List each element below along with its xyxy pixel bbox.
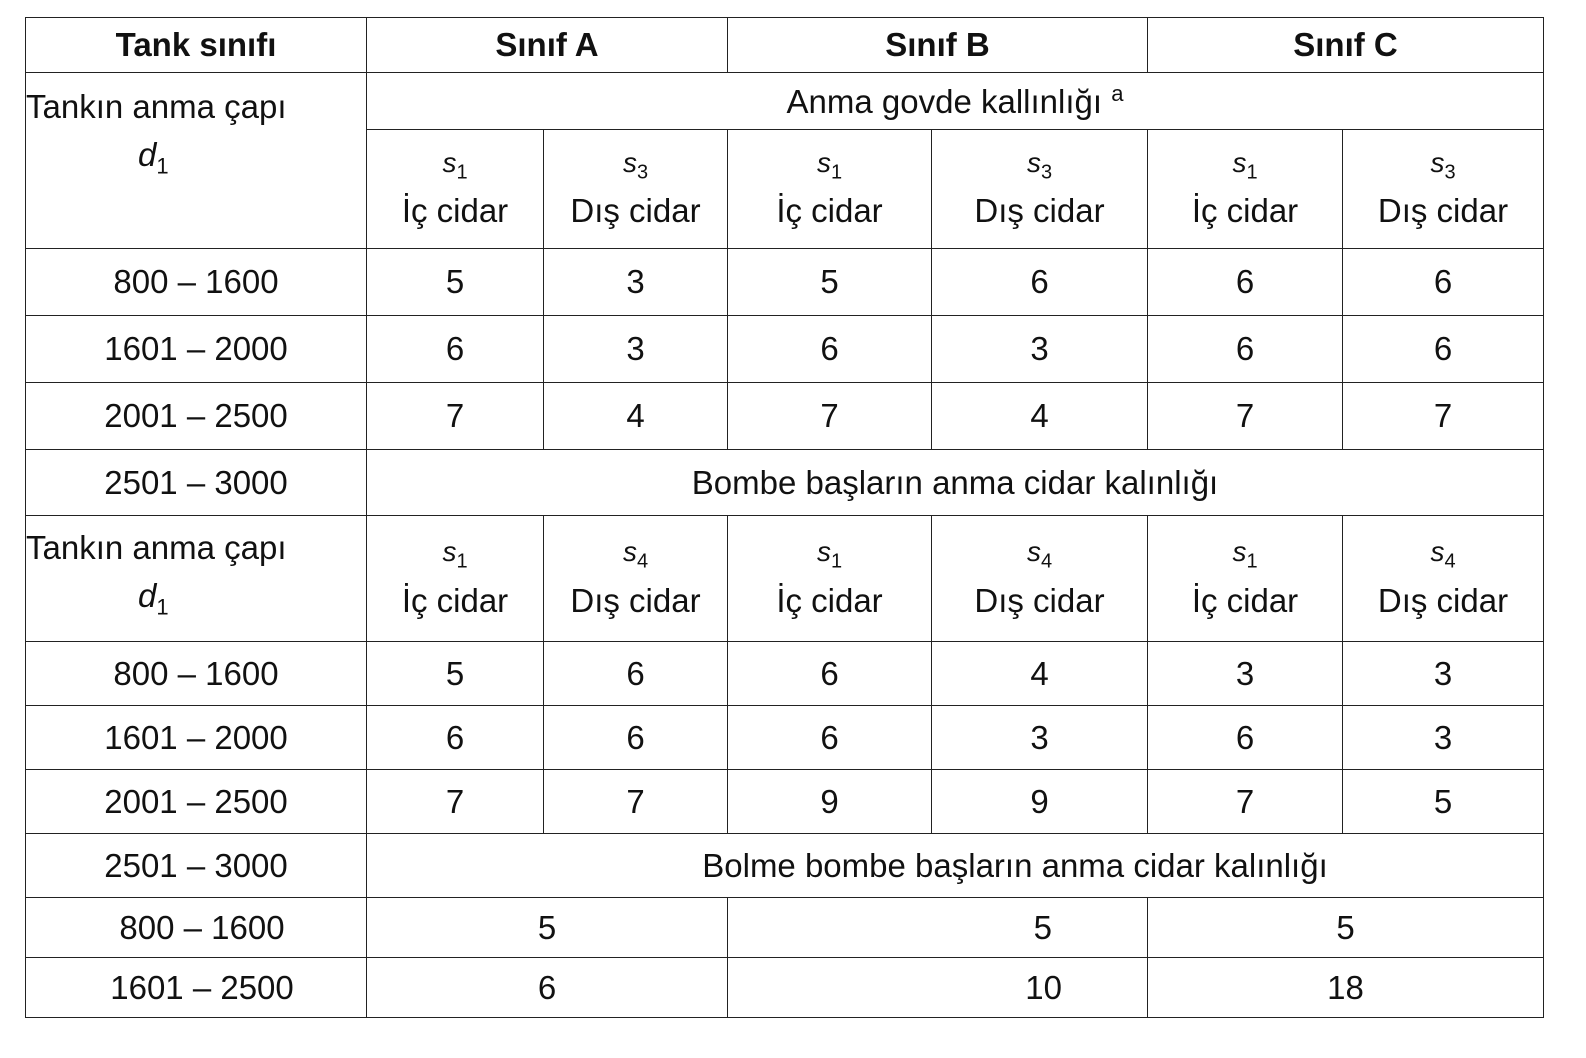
- value-cell: 10: [728, 958, 1148, 1018]
- range-cell: 2001 – 2500: [26, 383, 367, 450]
- value-cell: 4: [544, 383, 728, 450]
- range-cell: 1601 – 2000: [26, 316, 367, 383]
- value-cell: 6: [1148, 316, 1343, 383]
- symbol-cell: $s_4$ Dış cidar: [1343, 516, 1544, 642]
- table-row: [26, 958, 1544, 1018]
- table-row: [26, 316, 1544, 383]
- value-cell: 7: [728, 383, 932, 450]
- diameter-label: Tankın anma çapı: [26, 529, 287, 566]
- value-cell: 9: [728, 770, 932, 834]
- symbol-cell: $s_3$ Dış cidar: [544, 130, 728, 249]
- header-row: [26, 18, 1544, 73]
- value-cell: 7: [1148, 383, 1343, 450]
- table-row: [26, 249, 1544, 316]
- range-cell: 800 – 1600: [26, 642, 367, 706]
- value-cell: 3: [932, 316, 1148, 383]
- range-cell: 800 – 1600: [26, 898, 367, 958]
- value-cell: 3: [1343, 706, 1544, 770]
- value-cell: 6: [1148, 706, 1343, 770]
- table-row: [26, 706, 1544, 770]
- value-cell: 7: [367, 770, 544, 834]
- value-cell: 7: [1148, 770, 1343, 834]
- symbol-cell: $s_3$ Dış cidar: [1343, 130, 1544, 249]
- diameter-symbol: $d_1$: [138, 576, 169, 620]
- value-cell: 18: [1148, 958, 1544, 1018]
- class-a-header: Sınıf A: [367, 18, 728, 73]
- symbol-cell: $s_1$ İç cidar: [367, 130, 544, 249]
- value-cell: 3: [932, 706, 1148, 770]
- symbol-cell: $s_1$ İç cidar: [367, 516, 544, 642]
- table-row: [26, 383, 1544, 450]
- symbol-cell: $s_3$ Dış cidar: [932, 130, 1148, 249]
- value-cell: 5: [728, 898, 1148, 958]
- section1-title-row: [26, 73, 1544, 130]
- value-cell: 6: [728, 316, 932, 383]
- value-cell: 7: [544, 770, 728, 834]
- table-row: [26, 898, 1544, 958]
- value-cell: 6: [544, 706, 728, 770]
- value-cell: 4: [932, 642, 1148, 706]
- diameter-label-cell-1: [26, 73, 367, 249]
- value-cell: 6: [1148, 249, 1343, 316]
- symbol-cell: $s_4$ Dış cidar: [932, 516, 1148, 642]
- value-cell: 5: [367, 249, 544, 316]
- section2-symbol-row: [26, 516, 1544, 642]
- value-cell: 5: [367, 898, 728, 958]
- value-cell: 3: [1343, 642, 1544, 706]
- thickness-table: [25, 17, 1544, 1018]
- range-cell: 1601 – 2000: [26, 706, 367, 770]
- diameter-symbol: $d_1$: [138, 135, 169, 179]
- symbol-cell: $s_1$ İç cidar: [1148, 516, 1343, 642]
- value-cell: 6: [544, 642, 728, 706]
- diameter-label-cell-2: [26, 516, 367, 642]
- range-cell: 1601 – 2500: [26, 958, 367, 1018]
- value-cell: 6: [1343, 249, 1544, 316]
- section3-title-row: [26, 834, 1544, 898]
- symbol-cell: $s_1$ İç cidar: [728, 130, 932, 249]
- symbol-cell: $s_1$ İç cidar: [1148, 130, 1343, 249]
- value-cell: 3: [1148, 642, 1343, 706]
- tank-class-label: Tank sınıfı: [26, 18, 367, 73]
- section2-title: Bombe başların anma cidar kalınlığı: [367, 450, 1544, 516]
- symbol-cell: $s_1$ İç cidar: [728, 516, 932, 642]
- value-cell: 6: [728, 642, 932, 706]
- value-cell: 5: [1343, 770, 1544, 834]
- class-c-header: Sınıf C: [1148, 18, 1544, 73]
- value-cell: 6: [367, 706, 544, 770]
- range-cell: 2501 – 3000: [26, 450, 367, 516]
- section2-title-row: [26, 450, 1544, 516]
- footnote-marker: a: [1111, 81, 1124, 106]
- value-cell: 7: [367, 383, 544, 450]
- value-cell: 6: [728, 706, 932, 770]
- value-cell: 5: [367, 642, 544, 706]
- table-row: [26, 642, 1544, 706]
- value-cell: 5: [1148, 898, 1544, 958]
- value-cell: 4: [932, 383, 1148, 450]
- value-cell: 6: [367, 958, 728, 1018]
- symbol-cell: $s_4$ Dış cidar: [544, 516, 728, 642]
- value-cell: 7: [1343, 383, 1544, 450]
- value-cell: 5: [728, 249, 932, 316]
- range-cell: 2501 – 3000: [26, 834, 367, 898]
- section3-title: Bolme bombe başların anma cidar kalınlığı: [367, 834, 1544, 898]
- value-cell: 6: [1343, 316, 1544, 383]
- range-cell: 800 – 1600: [26, 249, 367, 316]
- value-cell: 6: [932, 249, 1148, 316]
- class-b-header: Sınıf B: [728, 18, 1148, 73]
- value-cell: 6: [367, 316, 544, 383]
- value-cell: 3: [544, 249, 728, 316]
- section1-title: Anma govde kallınlığı $^a$: [367, 73, 1544, 130]
- table-row: [26, 770, 1544, 834]
- value-cell: 9: [932, 770, 1148, 834]
- value-cell: 3: [544, 316, 728, 383]
- diameter-label: Tankın anma çapı: [26, 88, 287, 125]
- range-cell: 2001 – 2500: [26, 770, 367, 834]
